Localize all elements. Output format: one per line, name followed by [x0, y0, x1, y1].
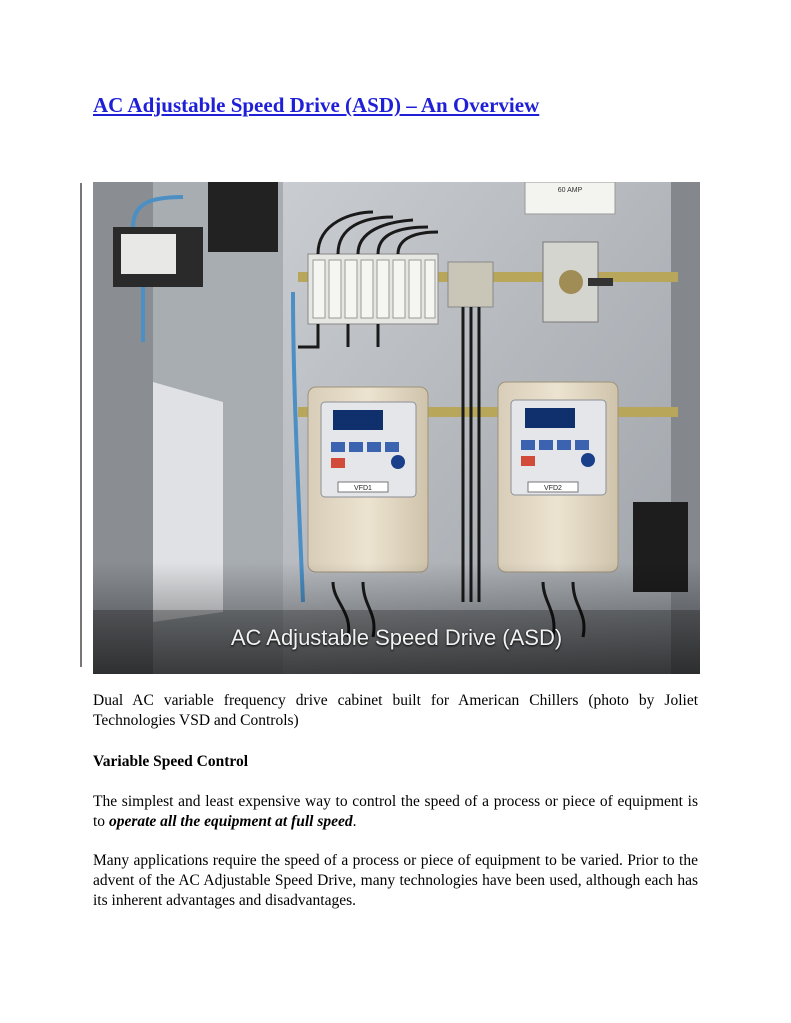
- page-title[interactable]: AC Adjustable Speed Drive (ASD) – An Overview: [93, 93, 540, 117]
- vfd2-drive: [498, 382, 618, 572]
- figure-caption-overlay: AC Adjustable Speed Drive (ASD): [230, 625, 563, 650]
- drive-cabinet-photo: [93, 182, 700, 674]
- drive-cabinet-illustration: [93, 182, 700, 674]
- paragraph-end: .: [352, 813, 357, 830]
- paragraph-text: The simplest and least expensive way to control the speed of a process or piece of equipment is to: [93, 793, 698, 830]
- photo-credit: Dual AC variable frequency drive cabinet built for American Chillers (photo by Joliet Technologies VSD and Controls): [93, 692, 698, 729]
- vfd2-label: VFD2: [544, 485, 562, 492]
- vfd1-label: VFD1: [354, 485, 372, 492]
- section-heading: Variable Speed Control: [93, 753, 249, 770]
- vfd1-drive: [308, 387, 428, 572]
- emphasized-phrase: operate all the equipment at full speed: [108, 813, 353, 830]
- paragraph-simplest-control: [93, 792, 698, 832]
- figure-side-rule: [80, 183, 82, 667]
- breaker-label: 60 AMP: [557, 187, 583, 194]
- paragraph-applications: Many applications require the speed of a process or piece of equipment to be varied. Prior to the advent of the AC Adjustable Speed Drive, many technologies have been used, although each has its inherent advantages and disadvantages.: [93, 852, 698, 909]
